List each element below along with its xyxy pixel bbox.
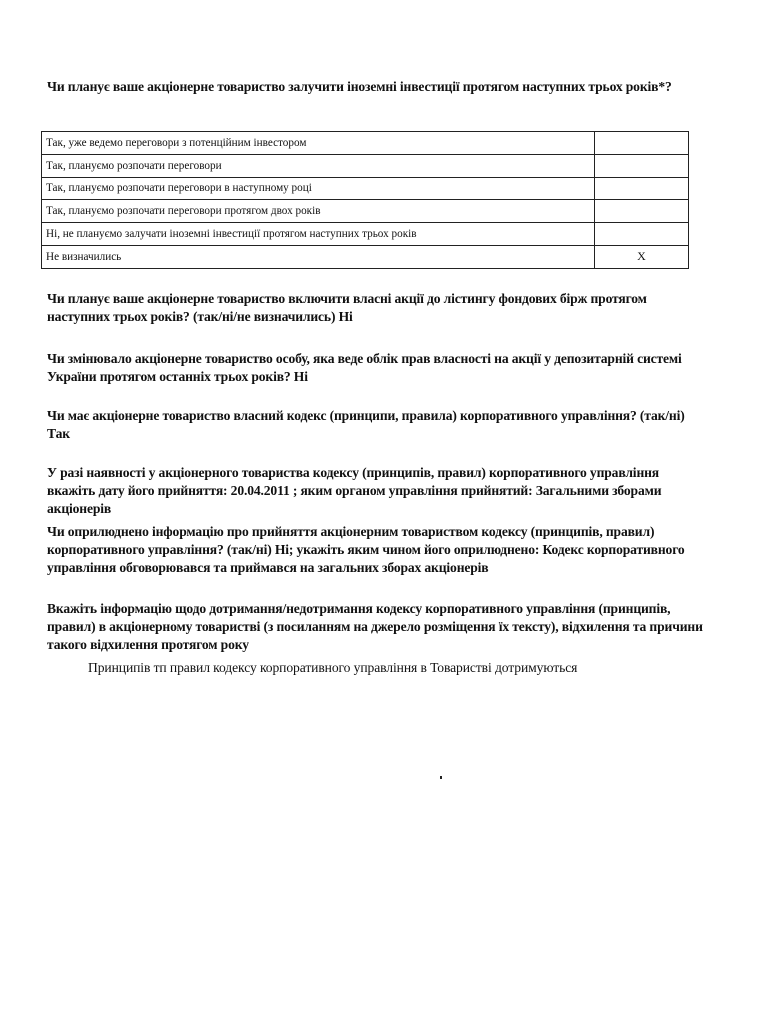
foreign-investment-options-table: [41, 131, 689, 269]
option-label: Так, плануємо розпочати переговори: [42, 154, 595, 177]
option-mark: [595, 132, 689, 155]
table-row: [42, 177, 689, 200]
option-mark: [595, 200, 689, 223]
scan-speck: [440, 776, 442, 779]
option-label: Так, уже ведемо переговори з потенційним інвестором: [42, 132, 595, 155]
option-label: Не визначились: [42, 245, 595, 268]
question-code-disclosure: Чи оприлюднено інформацію про прийняття акціонерним товариством кодексу (принципів, правил) корпоративного управління? (так/ні) Ні; укажіть яким чином його оприлюднено: Кодекс корпоративного управління обговорювався та приймався на загальних зборах акціонерів: [47, 524, 685, 575]
option-mark: [595, 154, 689, 177]
question-foreign-investment: Чи планує ваше акціонерне товариство залучити іноземні інвестиції протягом наступних трьох років*?: [47, 79, 672, 94]
table-row: [42, 223, 689, 246]
option-label: Так, плануємо розпочати переговори в наступному році: [42, 177, 595, 200]
table-row: [42, 200, 689, 223]
option-mark: X: [595, 245, 689, 268]
code-compliance-answer: Принципів тп правил кодексу корпоративного управління в Товаристві дотримуються: [88, 660, 578, 675]
question-registrar-change: Чи змінювало акціонерне товариство особу, яка веде облік прав власності на акції у депозитарній системі України протягом останніх трьох років? Ні: [47, 351, 682, 384]
table-row: [42, 154, 689, 177]
question-listing: Чи планує ваше акціонерне товариство включити власні акції до лістингу фондових бірж протягом наступних трьох років? (так/ні/не визначились) Ні: [47, 291, 647, 324]
option-mark: [595, 177, 689, 200]
question-own-code: Чи має акціонерне товариство власний кодекс (принципи, правила) корпоративного управління? (так/ні) Так: [47, 408, 685, 441]
question-code-compliance: Вкажіть інформацію щодо дотримання/недотримання кодексу корпоративного управління (принципів, правил) в акціонерному товаристві (з посиланням на джерело розміщення їх тексту), відхилення та причини такого відхилення протягом року: [47, 601, 703, 652]
question-code-adoption: У разі наявності у акціонерного товариства кодексу (принципів, правил) корпоративного управління вкажіть дату його прийняття: 20.04.2011 ; яким органом управління прийнятий: Загальними зборами акціонерів: [47, 465, 662, 516]
option-label: Ні, не плануємо залучати іноземні інвестиції протягом наступних трьох років: [42, 223, 595, 246]
table-row: [42, 132, 689, 155]
table-row: [42, 245, 689, 268]
option-mark: [595, 223, 689, 246]
option-label: Так, плануємо розпочати переговори протягом двох років: [42, 200, 595, 223]
